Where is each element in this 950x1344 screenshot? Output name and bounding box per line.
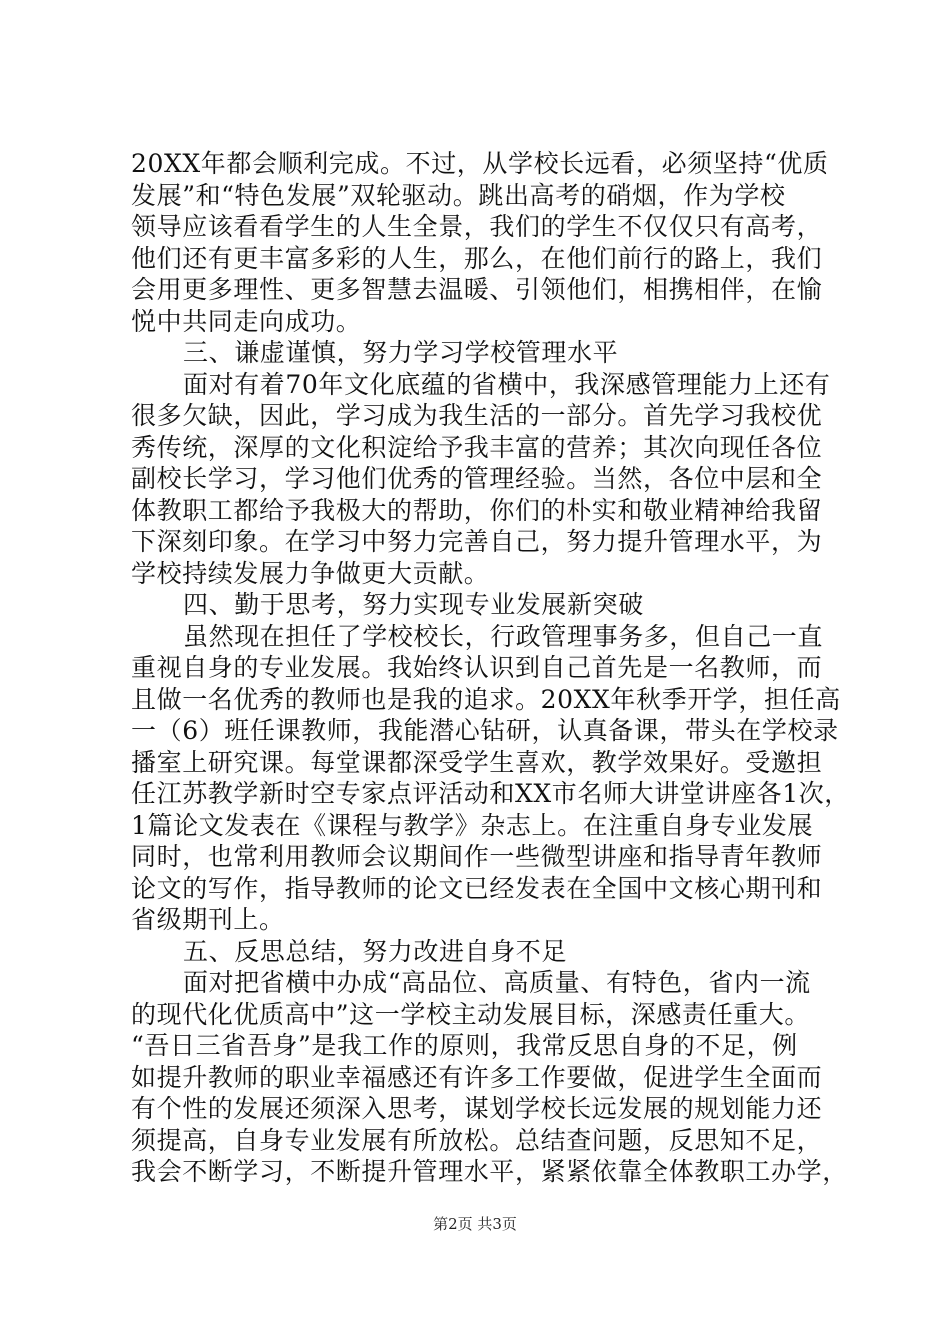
body-text: [131, 148, 850, 1188]
text-line: 秀传统，深厚的文化积淀给予我丰富的营养；其次向现任各位: [131, 432, 823, 462]
text-line: 会用更多理性、更多智慧去温暖、引领他们，相携相伴，在愉: [131, 275, 823, 304]
text-line: 20XX年都会顺利完成。不过，从学校长远看，必须坚持“优质: [131, 149, 829, 178]
text-line: 悦中共同走向成功。: [131, 306, 362, 336]
page-footer: 第2页 共3页: [433, 1215, 517, 1233]
text-line: 我会不断学习，不断提升管理水平，紧紧依靠全体教职工办学，: [131, 1157, 848, 1186]
text-line: 虽然现在担任了学校校长，行政管理事务多，但自己一直: [183, 621, 824, 651]
text-line: “吾日三省吾身”是我工作的原则，我常反思自身的不足，例: [131, 1031, 798, 1060]
text-line: 四、勤于思考，努力实现专业发展新突破: [183, 590, 644, 619]
text-line: 发展”和“特色发展”双轮驱动。跳出高考的硝烟，作为学校: [131, 180, 786, 210]
text-line: 如提升教师的职业幸福感还有许多工作要做，促进学生全面而: [131, 1062, 823, 1092]
text-line: 论文的写作，指导教师的论文已经发表在全国中文核心期刊和: [131, 873, 823, 903]
text-line: 面对把省横中办成“高品位、高质量、有特色，省内一流: [183, 968, 811, 997]
text-line: 面对有着70年文化底蕴的省横中，我深感管理能力上还有: [183, 369, 831, 399]
text-line: 同时，也常利用教师会议期间作一些微型讲座和指导青年教师: [131, 842, 823, 871]
text-line: 副校长学习，学习他们优秀的管理经验。当然，各位中层和全: [131, 464, 823, 493]
text-line: 领导应该看看学生的人生全景，我们的学生不仅仅只有高考，: [131, 212, 823, 241]
text-line: 的现代化优质高中”这一学校主动发展目标，深感责任重大。: [131, 999, 810, 1029]
text-line: 体教职工都给予我极大的帮助，你们的朴实和敬业精神给我留: [131, 495, 823, 525]
text-line: 重视自身的专业发展。我始终认识到自己首先是一名教师，而: [131, 653, 823, 682]
text-line: 任江苏教学新时空专家点评活动和XX市名师大讲堂讲座各1次，: [131, 779, 850, 808]
text-line: 五、反思总结，努力改进自身不足: [183, 936, 568, 966]
text-line: 播室上研究课。每堂课都深受学生喜欢，教学效果好。受邀担: [131, 747, 823, 777]
text-line: 一（6）班任课教师，我能潜心钻研，认真备课，带头在学校录: [131, 716, 839, 745]
text-line: 且做一名优秀的教师也是我的追求。20XX年秋季开学，担任高: [131, 684, 841, 714]
text-line: 下深刻印象。在学习中努力完善自己，努力提升管理水平，为: [131, 527, 823, 556]
text-line: 有个性的发展还须深入思考，谋划学校长远发展的规划能力还: [131, 1094, 823, 1123]
text-line: 须提高，自身专业发展有所放松。总结查问题，反思知不足，: [131, 1125, 823, 1155]
text-line: 学校持续发展力争做更大贡献。: [131, 558, 490, 588]
text-line: 1篇论文发表在《课程与教学》杂志上。在注重自身专业发展: [131, 810, 814, 840]
text-line: 三、谦虚谨慎，努力学习学校管理水平: [183, 338, 619, 367]
text-line: 省级期刊上。: [131, 905, 285, 934]
text-line: 他们还有更丰富多彩的人生，那么，在他们前行的路上，我们: [131, 243, 823, 273]
text-line: 很多欠缺，因此，学习成为我生活的一部分。首先学习我校优: [131, 401, 823, 430]
